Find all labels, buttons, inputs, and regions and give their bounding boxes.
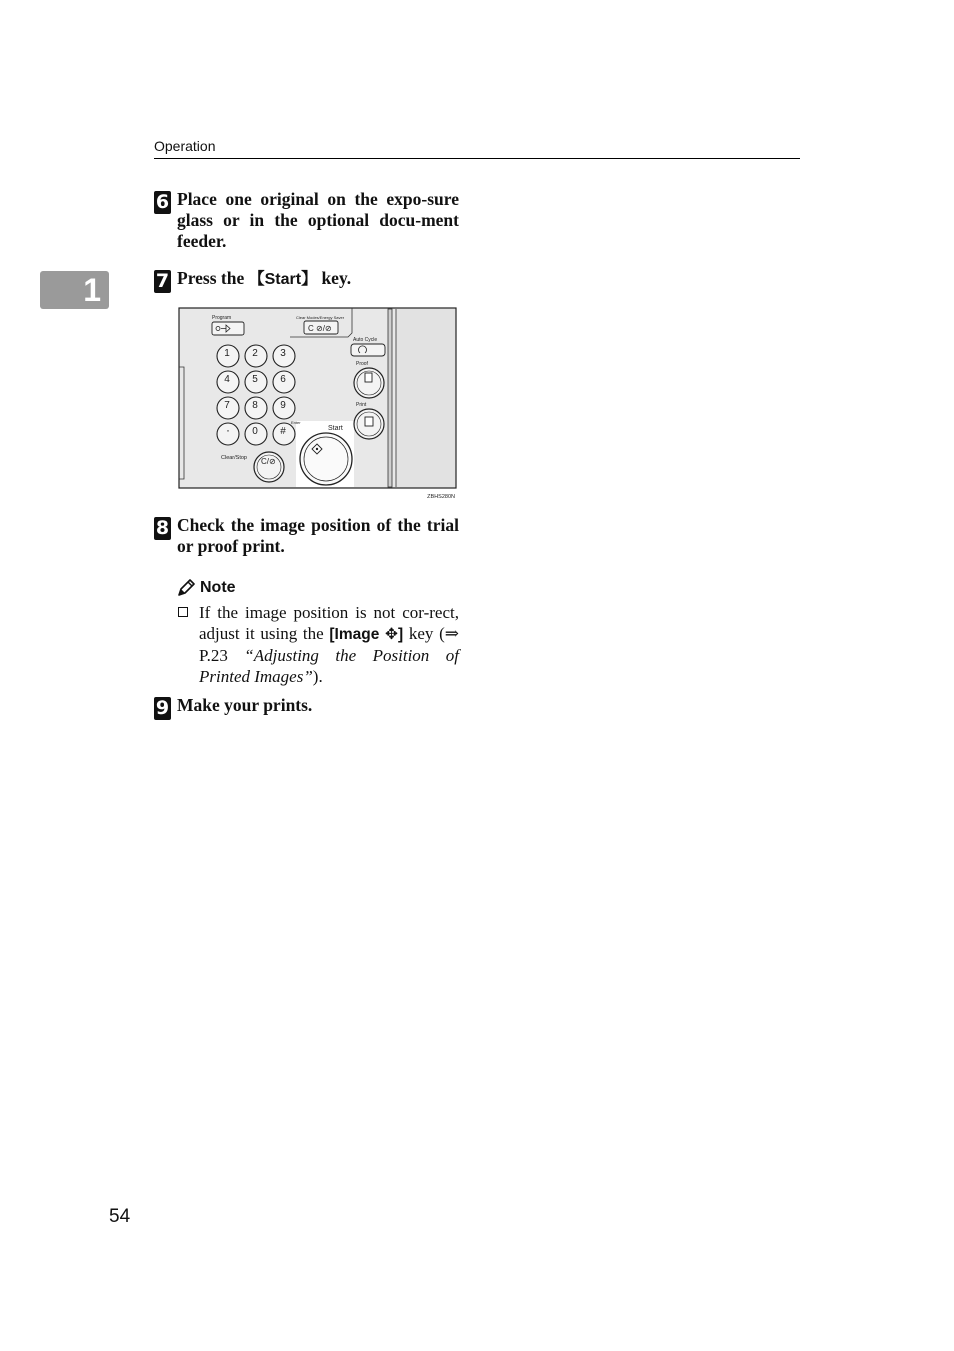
step-text-after: key.	[317, 268, 352, 288]
note-heading	[177, 577, 459, 599]
step-text: Place one original on the expo-sure glass or in the optional docu-ment feeder.	[177, 189, 459, 251]
step-text: Check the image position of the trial or proof print.	[177, 515, 459, 556]
clear-stop-key-label: C/⊘	[261, 457, 276, 466]
step-text: Make your prints.	[177, 695, 313, 715]
checkbox-icon	[178, 607, 188, 617]
note-title: Note	[200, 579, 236, 596]
step-6	[154, 189, 459, 252]
image-key-name: [Image ✥]	[329, 626, 404, 643]
step-8	[154, 515, 459, 557]
clear-stop-label: Clear/Stop	[221, 455, 247, 461]
step-text	[177, 268, 459, 290]
program-label: Program	[212, 315, 232, 321]
note-text-middle: key (⇒ P.23	[199, 624, 459, 665]
keypad-label: 9	[280, 400, 286, 411]
keypad-label: 1	[224, 348, 230, 359]
step-number: 9	[155, 697, 170, 719]
auto-cycle-label: Auto Cycle	[353, 337, 378, 343]
note-item	[177, 602, 459, 687]
keypad-label: 3	[280, 348, 286, 359]
header-rule	[154, 158, 800, 159]
start-label: Start	[328, 425, 343, 432]
proof-icon	[365, 373, 372, 382]
keypad-label: 5	[252, 374, 258, 385]
start-key-name: 【Start】	[248, 271, 318, 288]
print-icon	[365, 417, 373, 426]
step-7	[154, 268, 459, 290]
pencil-icon	[177, 579, 196, 597]
keypad-label: 0	[252, 426, 258, 437]
proof-key	[354, 368, 384, 398]
start-key	[300, 433, 352, 485]
step-text-before: Press the	[177, 268, 249, 288]
step-number: 8	[155, 517, 170, 539]
keypad-label: 4	[224, 374, 230, 385]
keypad-label: #	[280, 426, 286, 437]
control-panel-illustration	[178, 307, 458, 500]
chapter-number: 1	[83, 272, 101, 308]
chapter-tab	[40, 271, 109, 309]
clear-modes-label: Clear Modes/Energy Saver	[296, 315, 345, 320]
note-text-before: If the image position is not cor-rect, adjust it using the	[199, 603, 459, 643]
note-block	[177, 577, 459, 687]
proof-label: Proof	[356, 361, 368, 367]
running-header: Operation	[154, 138, 216, 154]
print-label: Print	[356, 402, 367, 408]
note-reference: “Adjusting the Position of Printed Images”	[199, 646, 459, 686]
step-number: 6	[155, 191, 170, 213]
keypad-label: 6	[280, 374, 286, 385]
keypad-label: 7	[224, 400, 230, 411]
figure-code: ZBHS280N	[427, 494, 455, 500]
note-text-after: ).	[312, 667, 323, 686]
keypad-label: 2	[252, 348, 258, 359]
keypad-label: 8	[252, 400, 258, 411]
clear-modes-key-label: C ⊘/⊘	[308, 324, 332, 333]
step-number: 7	[155, 270, 170, 292]
program-key	[212, 322, 244, 335]
step-9	[154, 695, 459, 719]
auto-cycle-key	[351, 344, 385, 356]
enter-label: Enter	[291, 420, 301, 425]
page-number: 54	[109, 1206, 131, 1227]
keypad-label: ·	[226, 423, 230, 437]
